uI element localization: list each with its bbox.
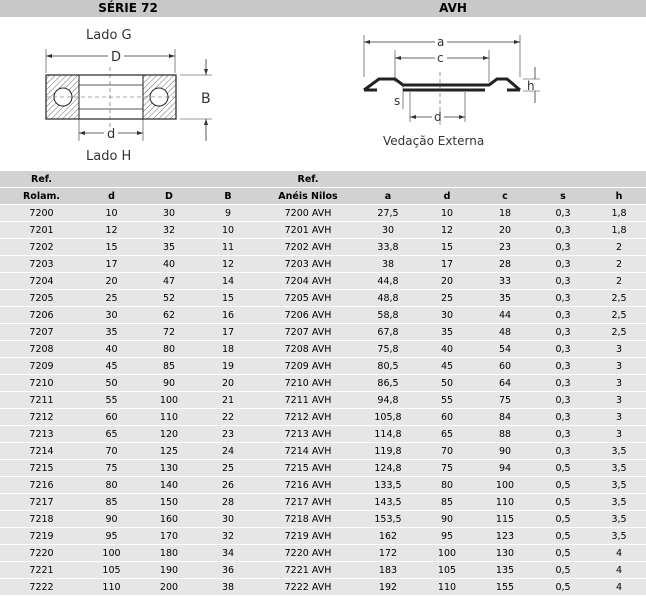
table-cell: 130 bbox=[140, 460, 198, 477]
table-cell: 30 bbox=[198, 511, 258, 528]
table-cell: 7206 AVH bbox=[258, 307, 358, 324]
table-cell: 18 bbox=[198, 341, 258, 358]
header-cell bbox=[418, 171, 476, 188]
table-cell: 3,5 bbox=[592, 460, 646, 477]
table-cell: 2,5 bbox=[592, 324, 646, 341]
table-cell: 7219 AVH bbox=[258, 528, 358, 545]
table-cell: 0,5 bbox=[534, 477, 592, 494]
table-cell: 95 bbox=[83, 528, 140, 545]
table-cell: 7217 AVH bbox=[258, 494, 358, 511]
table-cell: 100 bbox=[418, 545, 476, 562]
table-cell: 7222 AVH bbox=[258, 579, 358, 596]
table-cell: 94,8 bbox=[358, 392, 418, 409]
table-cell: 190 bbox=[140, 562, 198, 579]
table-cell: 48 bbox=[476, 324, 534, 341]
table-cell: 7211 AVH bbox=[258, 392, 358, 409]
table-cell: 34 bbox=[198, 545, 258, 562]
table-cell: 3 bbox=[592, 341, 646, 358]
table-cell: 7219 bbox=[0, 528, 83, 545]
table-cell: 7202 bbox=[0, 239, 83, 256]
table-cell: 0,3 bbox=[534, 273, 592, 290]
table-cell: 110 bbox=[476, 494, 534, 511]
table-cell: 105 bbox=[83, 562, 140, 579]
bearing-diagram bbox=[0, 17, 260, 167]
table-cell: 7220 bbox=[0, 545, 83, 562]
table-cell: 115 bbox=[476, 511, 534, 528]
table-cell: 180 bbox=[140, 545, 198, 562]
table-row bbox=[0, 494, 646, 511]
table-row bbox=[0, 392, 646, 409]
table-cell: 90 bbox=[476, 443, 534, 460]
table-cell: 40 bbox=[83, 341, 140, 358]
table-cell: 2 bbox=[592, 256, 646, 273]
table-row bbox=[0, 409, 646, 426]
table-cell: 4 bbox=[592, 545, 646, 562]
table-cell: 85 bbox=[140, 358, 198, 375]
table-cell: 50 bbox=[418, 375, 476, 392]
table-cell: 162 bbox=[358, 528, 418, 545]
table-cell: 3,5 bbox=[592, 528, 646, 545]
table-cell: 80 bbox=[418, 477, 476, 494]
table-cell: 0,5 bbox=[534, 511, 592, 528]
table-cell: 3,5 bbox=[592, 443, 646, 460]
table-cell: 30 bbox=[83, 307, 140, 324]
table-cell: 14 bbox=[198, 273, 258, 290]
table-cell: 7214 bbox=[0, 443, 83, 460]
table-cell: 0,3 bbox=[534, 443, 592, 460]
table-cell: 100 bbox=[476, 477, 534, 494]
table-cell: 7200 AVH bbox=[258, 205, 358, 222]
header-cell: s bbox=[534, 188, 592, 205]
header-cell: Rolam. bbox=[0, 188, 83, 205]
table-cell: 4 bbox=[592, 562, 646, 579]
table-cell: 7221 AVH bbox=[258, 562, 358, 579]
table-cell: 28 bbox=[476, 256, 534, 273]
header-cell: d bbox=[418, 188, 476, 205]
table-cell: 170 bbox=[140, 528, 198, 545]
table-cell: 9 bbox=[198, 205, 258, 222]
table-cell: 7218 bbox=[0, 511, 83, 528]
table-cell: 3,5 bbox=[592, 477, 646, 494]
table-row bbox=[0, 375, 646, 392]
table-cell: 11 bbox=[198, 239, 258, 256]
table-cell: 1,8 bbox=[592, 222, 646, 239]
table-cell: 7212 AVH bbox=[258, 409, 358, 426]
table-row bbox=[0, 273, 646, 290]
table-cell: 155 bbox=[476, 579, 534, 596]
table-cell: 88 bbox=[476, 426, 534, 443]
table-cell: 64 bbox=[476, 375, 534, 392]
table-cell: 7221 bbox=[0, 562, 83, 579]
table-cell: 80 bbox=[140, 341, 198, 358]
table-cell: 75 bbox=[418, 460, 476, 477]
table-cell: 7207 AVH bbox=[258, 324, 358, 341]
table-cell: 95 bbox=[418, 528, 476, 545]
table-cell: 0,3 bbox=[534, 392, 592, 409]
table-cell: 3,5 bbox=[592, 511, 646, 528]
table-cell: 25 bbox=[198, 460, 258, 477]
table-cell: 25 bbox=[83, 290, 140, 307]
table-cell: 17 bbox=[198, 324, 258, 341]
table-cell: 0,3 bbox=[534, 324, 592, 341]
table-cell: 4 bbox=[592, 579, 646, 596]
dim-B-label: B bbox=[201, 91, 211, 107]
table-cell: 70 bbox=[418, 443, 476, 460]
table-cell: 2,5 bbox=[592, 290, 646, 307]
table-cell: 10 bbox=[83, 205, 140, 222]
table-cell: 60 bbox=[83, 409, 140, 426]
table-cell: 35 bbox=[83, 324, 140, 341]
header-cell: c bbox=[476, 188, 534, 205]
table-cell: 32 bbox=[198, 528, 258, 545]
table-cell: 7215 bbox=[0, 460, 83, 477]
table-row bbox=[0, 358, 646, 375]
header-cell bbox=[140, 171, 198, 188]
table-cell: 0,3 bbox=[534, 290, 592, 307]
header-cell: Anéis Nilos bbox=[258, 188, 358, 205]
table-cell: 40 bbox=[418, 341, 476, 358]
table-cell: 90 bbox=[418, 511, 476, 528]
table-cell: 143,5 bbox=[358, 494, 418, 511]
table-cell: 26 bbox=[198, 477, 258, 494]
table-cell: 94 bbox=[476, 460, 534, 477]
table-row bbox=[0, 290, 646, 307]
header-cell bbox=[534, 171, 592, 188]
table-cell: 36 bbox=[198, 562, 258, 579]
header-cell: B bbox=[198, 188, 258, 205]
table-cell: 7217 bbox=[0, 494, 83, 511]
header-cell: D bbox=[140, 188, 198, 205]
table-cell: 48,8 bbox=[358, 290, 418, 307]
table-cell: 30 bbox=[358, 222, 418, 239]
table-cell: 67,8 bbox=[358, 324, 418, 341]
table-row bbox=[0, 239, 646, 256]
header-cell: Ref. bbox=[0, 171, 83, 188]
table-cell: 0,3 bbox=[534, 205, 592, 222]
table-cell: 3 bbox=[592, 358, 646, 375]
table-row bbox=[0, 545, 646, 562]
table-cell: 7220 AVH bbox=[258, 545, 358, 562]
table-cell: 0,3 bbox=[534, 222, 592, 239]
header-cell bbox=[592, 171, 646, 188]
table-row bbox=[0, 426, 646, 443]
table-cell: 0,5 bbox=[534, 460, 592, 477]
table-row bbox=[0, 341, 646, 358]
table-cell: 35 bbox=[418, 324, 476, 341]
table-row bbox=[0, 307, 646, 324]
table-cell: 7205 AVH bbox=[258, 290, 358, 307]
table-cell: 30 bbox=[140, 205, 198, 222]
series-title: SÉRIE 72 bbox=[98, 1, 158, 15]
table-cell: 7215 AVH bbox=[258, 460, 358, 477]
table-cell: 7208 bbox=[0, 341, 83, 358]
header-cell bbox=[358, 171, 418, 188]
table-cell: 45 bbox=[83, 358, 140, 375]
table-cell: 135 bbox=[476, 562, 534, 579]
table-cell: 55 bbox=[83, 392, 140, 409]
table-cell: 114,8 bbox=[358, 426, 418, 443]
table-cell: 7222 bbox=[0, 579, 83, 596]
table-cell: 110 bbox=[418, 579, 476, 596]
table-cell: 38 bbox=[198, 579, 258, 596]
table-cell: 10 bbox=[418, 205, 476, 222]
table-cell: 3,5 bbox=[592, 494, 646, 511]
table-cell: 0,5 bbox=[534, 579, 592, 596]
table-cell: 7218 AVH bbox=[258, 511, 358, 528]
table-cell: 2,5 bbox=[592, 307, 646, 324]
header-cell bbox=[476, 171, 534, 188]
table-cell: 0,3 bbox=[534, 307, 592, 324]
table-cell: 54 bbox=[476, 341, 534, 358]
table-cell: 0,3 bbox=[534, 409, 592, 426]
table-cell: 7206 bbox=[0, 307, 83, 324]
table-cell: 100 bbox=[140, 392, 198, 409]
table-cell: 65 bbox=[83, 426, 140, 443]
table-row bbox=[0, 443, 646, 460]
table-cell: 75,8 bbox=[358, 341, 418, 358]
table-cell: 20 bbox=[418, 273, 476, 290]
table-cell: 7203 AVH bbox=[258, 256, 358, 273]
table-cell: 7216 bbox=[0, 477, 83, 494]
table-cell: 70 bbox=[83, 443, 140, 460]
table-cell: 58,8 bbox=[358, 307, 418, 324]
table-row bbox=[0, 579, 646, 596]
header-row-1 bbox=[0, 171, 646, 188]
table-cell: 140 bbox=[140, 477, 198, 494]
table-cell: 7208 AVH bbox=[258, 341, 358, 358]
table-cell: 125 bbox=[140, 443, 198, 460]
table-cell: 150 bbox=[140, 494, 198, 511]
table-cell: 7203 bbox=[0, 256, 83, 273]
table-row bbox=[0, 205, 646, 222]
table-cell: 7204 AVH bbox=[258, 273, 358, 290]
vedacao-caption: Vedação Externa bbox=[383, 134, 485, 148]
table-cell: 85 bbox=[83, 494, 140, 511]
table-cell: 200 bbox=[140, 579, 198, 596]
table-cell: 33 bbox=[476, 273, 534, 290]
table-row bbox=[0, 477, 646, 494]
table-cell: 75 bbox=[476, 392, 534, 409]
table-cell: 7216 AVH bbox=[258, 477, 358, 494]
table-cell: 40 bbox=[140, 256, 198, 273]
table-cell: 0,5 bbox=[534, 528, 592, 545]
table-cell: 86,5 bbox=[358, 375, 418, 392]
table-cell: 7201 AVH bbox=[258, 222, 358, 239]
table-row bbox=[0, 511, 646, 528]
table-cell: 15 bbox=[83, 239, 140, 256]
dim-c-label: c bbox=[437, 51, 444, 65]
table-cell: 7201 bbox=[0, 222, 83, 239]
header-cell bbox=[83, 171, 140, 188]
spec-table bbox=[0, 171, 646, 596]
table-cell: 62 bbox=[140, 307, 198, 324]
table-cell: 10 bbox=[198, 222, 258, 239]
table-cell: 172 bbox=[358, 545, 418, 562]
table-cell: 38 bbox=[358, 256, 418, 273]
table-cell: 0,5 bbox=[534, 562, 592, 579]
table-cell: 0,3 bbox=[534, 256, 592, 273]
table-cell: 7213 bbox=[0, 426, 83, 443]
dim-h-label: h bbox=[527, 79, 535, 93]
table-cell: 22 bbox=[198, 409, 258, 426]
table-cell: 28 bbox=[198, 494, 258, 511]
table-cell: 18 bbox=[476, 205, 534, 222]
avh-title: AVH bbox=[439, 1, 467, 15]
table-cell: 7210 bbox=[0, 375, 83, 392]
table-cell: 84 bbox=[476, 409, 534, 426]
table-cell: 100 bbox=[83, 545, 140, 562]
table-row bbox=[0, 562, 646, 579]
dim-s-label: s bbox=[394, 94, 401, 108]
table-cell: 12 bbox=[198, 256, 258, 273]
table-cell: 0,3 bbox=[534, 341, 592, 358]
header-cell: h bbox=[592, 188, 646, 205]
table-cell: 44 bbox=[476, 307, 534, 324]
table-cell: 32 bbox=[140, 222, 198, 239]
table-cell: 124,8 bbox=[358, 460, 418, 477]
table-cell: 3 bbox=[592, 426, 646, 443]
table-cell: 24 bbox=[198, 443, 258, 460]
table-cell: 60 bbox=[476, 358, 534, 375]
table-row bbox=[0, 528, 646, 545]
table-cell: 75 bbox=[83, 460, 140, 477]
table-cell: 35 bbox=[140, 239, 198, 256]
header-cell: a bbox=[358, 188, 418, 205]
table-cell: 0,3 bbox=[534, 239, 592, 256]
lado-g-label: Lado G bbox=[86, 28, 132, 43]
table-cell: 0,3 bbox=[534, 426, 592, 443]
header-row-2 bbox=[0, 188, 646, 205]
table-cell: 0,5 bbox=[534, 545, 592, 562]
table-cell: 119,8 bbox=[358, 443, 418, 460]
table-cell: 3 bbox=[592, 375, 646, 392]
table-cell: 7211 bbox=[0, 392, 83, 409]
dim-a-label: a bbox=[437, 35, 445, 49]
table-cell: 21 bbox=[198, 392, 258, 409]
table-cell: 160 bbox=[140, 511, 198, 528]
table-cell: 183 bbox=[358, 562, 418, 579]
table-cell: 7209 AVH bbox=[258, 358, 358, 375]
table-cell: 130 bbox=[476, 545, 534, 562]
table-cell: 23 bbox=[476, 239, 534, 256]
table-cell: 110 bbox=[140, 409, 198, 426]
table-cell: 52 bbox=[140, 290, 198, 307]
table-cell: 192 bbox=[358, 579, 418, 596]
dim-d2-label: d bbox=[434, 110, 442, 124]
table-cell: 72 bbox=[140, 324, 198, 341]
header-cell: d bbox=[83, 188, 140, 205]
spec-table-body bbox=[0, 171, 646, 596]
table-cell: 20 bbox=[476, 222, 534, 239]
table-cell: 47 bbox=[140, 273, 198, 290]
table-cell: 33,8 bbox=[358, 239, 418, 256]
table-cell: 50 bbox=[83, 375, 140, 392]
table-cell: 153,5 bbox=[358, 511, 418, 528]
table-cell: 27,5 bbox=[358, 205, 418, 222]
table-cell: 15 bbox=[198, 290, 258, 307]
table-cell: 110 bbox=[83, 579, 140, 596]
table-cell: 0,5 bbox=[534, 494, 592, 511]
table-cell: 55 bbox=[418, 392, 476, 409]
table-cell: 7200 bbox=[0, 205, 83, 222]
table-cell: 7202 AVH bbox=[258, 239, 358, 256]
table-cell: 12 bbox=[418, 222, 476, 239]
table-cell: 23 bbox=[198, 426, 258, 443]
table-cell: 30 bbox=[418, 307, 476, 324]
table-cell: 120 bbox=[140, 426, 198, 443]
table-cell: 7214 AVH bbox=[258, 443, 358, 460]
table-cell: 45 bbox=[418, 358, 476, 375]
table-cell: 25 bbox=[418, 290, 476, 307]
table-cell: 44,8 bbox=[358, 273, 418, 290]
table-cell: 105 bbox=[418, 562, 476, 579]
table-cell: 7209 bbox=[0, 358, 83, 375]
table-cell: 3 bbox=[592, 392, 646, 409]
header-cell bbox=[198, 171, 258, 188]
table-cell: 7204 bbox=[0, 273, 83, 290]
table-cell: 3 bbox=[592, 409, 646, 426]
table-cell: 20 bbox=[198, 375, 258, 392]
table-row bbox=[0, 324, 646, 341]
table-cell: 0,3 bbox=[534, 375, 592, 392]
table-cell: 7207 bbox=[0, 324, 83, 341]
avh-seal-diagram bbox=[355, 17, 555, 167]
table-cell: 80 bbox=[83, 477, 140, 494]
table-row bbox=[0, 222, 646, 239]
table-cell: 1,8 bbox=[592, 205, 646, 222]
table-cell: 7210 AVH bbox=[258, 375, 358, 392]
table-cell: 105,8 bbox=[358, 409, 418, 426]
table-cell: 80,5 bbox=[358, 358, 418, 375]
table-cell: 123 bbox=[476, 528, 534, 545]
lado-h-label: Lado H bbox=[86, 149, 132, 164]
table-cell: 12 bbox=[83, 222, 140, 239]
table-cell: 65 bbox=[418, 426, 476, 443]
table-cell: 133,5 bbox=[358, 477, 418, 494]
table-cell: 7213 AVH bbox=[258, 426, 358, 443]
table-row bbox=[0, 256, 646, 273]
dim-D-label: D bbox=[111, 50, 122, 65]
table-cell: 17 bbox=[418, 256, 476, 273]
table-cell: 20 bbox=[83, 273, 140, 290]
table-cell: 16 bbox=[198, 307, 258, 324]
header-cell: Ref. bbox=[258, 171, 358, 188]
table-cell: 15 bbox=[418, 239, 476, 256]
table-cell: 60 bbox=[418, 409, 476, 426]
table-cell: 35 bbox=[476, 290, 534, 307]
table-cell: 7205 bbox=[0, 290, 83, 307]
table-row bbox=[0, 460, 646, 477]
table-cell: 90 bbox=[140, 375, 198, 392]
table-cell: 17 bbox=[83, 256, 140, 273]
table-cell: 19 bbox=[198, 358, 258, 375]
table-cell: 7212 bbox=[0, 409, 83, 426]
table-cell: 90 bbox=[83, 511, 140, 528]
table-cell: 0,3 bbox=[534, 358, 592, 375]
table-cell: 2 bbox=[592, 273, 646, 290]
table-cell: 85 bbox=[418, 494, 476, 511]
dim-d-label: d bbox=[107, 127, 116, 142]
table-cell: 2 bbox=[592, 239, 646, 256]
